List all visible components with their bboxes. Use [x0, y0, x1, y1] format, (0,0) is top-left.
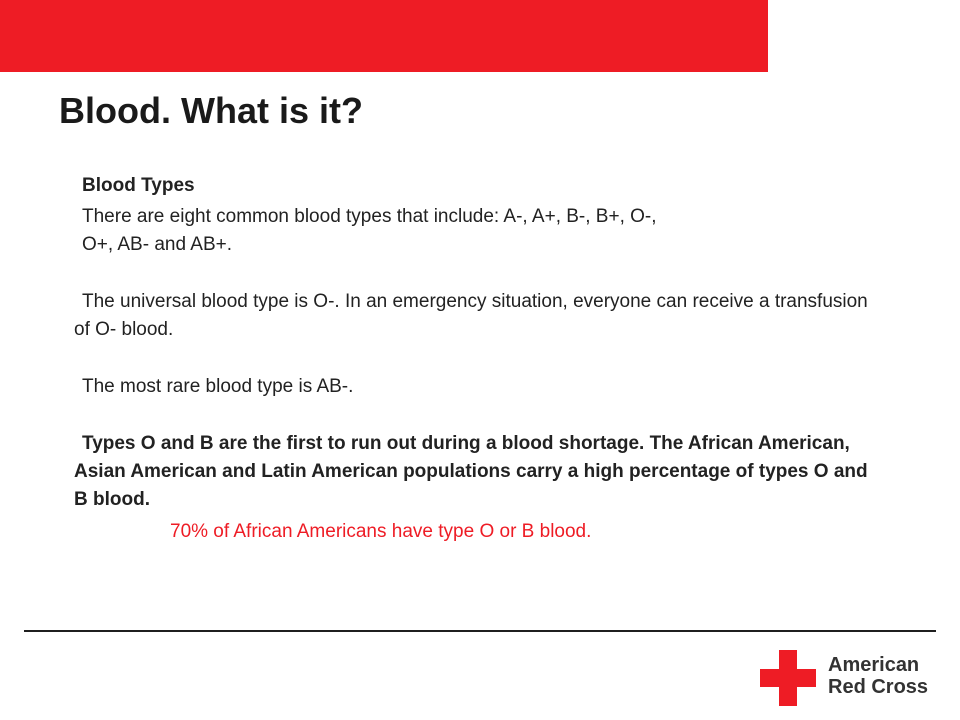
blood-types-line-1: There are eight common blood types that include: A-, A+, B-, B+, O-,: [82, 206, 657, 227]
statistic-callout: 70% of African Americans have type O or B blood.: [170, 521, 592, 542]
blood-types-heading: Blood Types: [82, 175, 195, 196]
red-cross-icon: [760, 650, 816, 706]
shortage-paragraph: [74, 430, 874, 514]
logo-line-2: Red Cross: [828, 676, 929, 698]
logo-line-1: American: [828, 654, 920, 676]
blood-types-paragraph: [74, 203, 874, 259]
shortage-text: Types O and B are the first to run out during a blood shortage. The African American, Asian American and Latin American populations carry a high percentage of types O and B blood.: [74, 433, 868, 510]
footer-divider: [24, 630, 936, 632]
slide-body: [74, 172, 874, 546]
slide-title: Blood. What is it?: [59, 90, 363, 131]
rare-type-paragraph: The most rare blood type is AB-.: [82, 376, 354, 397]
top-red-banner: [0, 0, 768, 72]
universal-type-text: The universal blood type is O-. In an emergency situation, everyone can receive a transfusion of O- blood.: [74, 291, 868, 340]
universal-type-paragraph: [74, 288, 874, 344]
blood-types-line-2: O+, AB- and AB+.: [82, 234, 232, 255]
red-cross-logo: [760, 650, 930, 706]
logo-wordmark: [828, 654, 928, 698]
